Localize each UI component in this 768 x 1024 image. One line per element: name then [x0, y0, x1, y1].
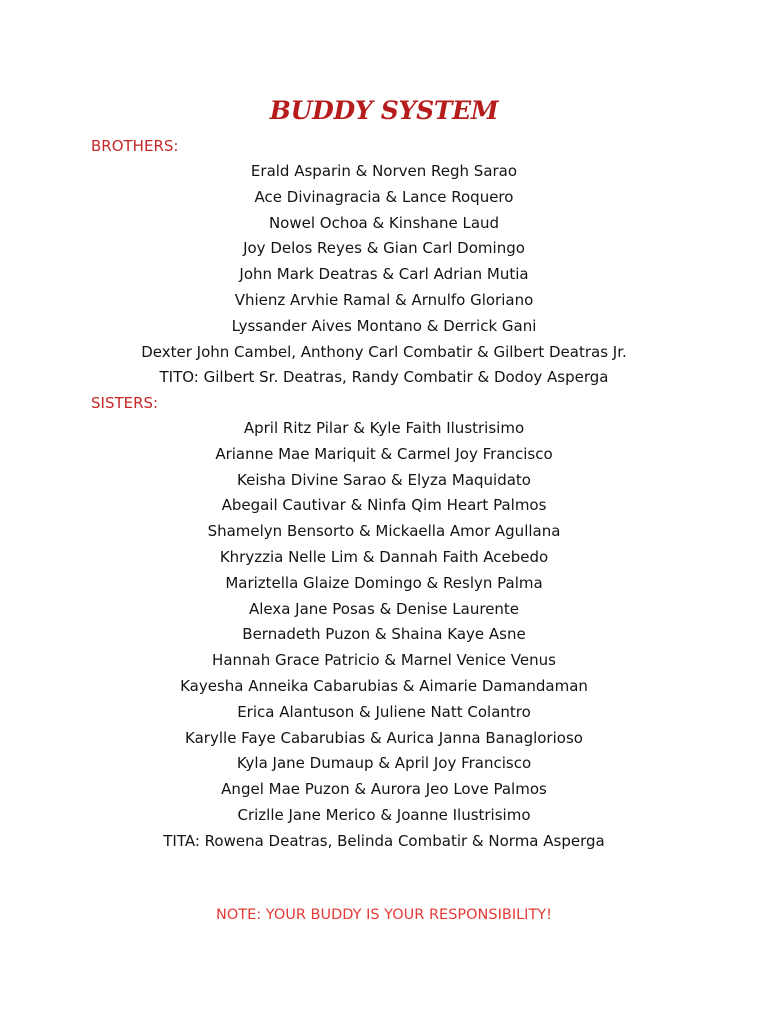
sisters-list	[0, 416, 768, 855]
tita-line: TITA: Rowena Deatras, Belinda Combatir & Norma Asperga	[163, 831, 605, 850]
brothers-pair: Joy Delos Reyes & Gian Carl Domingo	[243, 239, 525, 258]
sisters-pair: Khryzzia Nelle Lim & Dannah Faith Acebedo	[219, 547, 549, 566]
sisters-pair: Kyla Jane Dumaup & April Joy Francisco	[236, 754, 532, 773]
sisters-label: SISTERS:	[91, 394, 159, 412]
brothers-pair: Ace Divinagracia & Lance Roquero	[254, 187, 514, 206]
document-title: BUDDY SYSTEM	[269, 96, 499, 125]
brothers-pair: Lyssander Aives Montano & Derrick Gani	[231, 316, 537, 335]
brothers-pair: John Mark Deatras & Carl Adrian Mutia	[239, 265, 529, 284]
brothers-pair: Erald Asparin & Norven Regh Sarao	[250, 162, 518, 180]
sisters-pair: Abegail Cautivar & Ninfa Qim Heart Palmos	[221, 496, 547, 515]
responsibility-note: NOTE: YOUR BUDDY IS YOUR RESPONSIBILITY!	[215, 907, 552, 923]
sisters-pair: Kayesha Anneika Cabarubias & Aimarie Damandaman	[180, 676, 588, 695]
sisters-pair: Mariztella Glaize Domingo & Reslyn Palma	[225, 573, 543, 592]
sisters-pair: April Ritz Pilar & Kyle Faith Ilustrisimo	[243, 419, 525, 437]
sisters-pair: Erica Alantuson & Juliene Natt Colantro	[237, 702, 531, 721]
brothers-label: BROTHERS:	[91, 137, 179, 155]
brothers-list	[0, 159, 768, 391]
sisters-pair: Angel Mae Puzon & Aurora Jeo Love Palmos	[221, 780, 547, 799]
brothers-pair: Vhienz Arvhie Ramal & Arnulfo Gloriano	[234, 290, 534, 309]
tito-line: TITO: Gilbert Sr. Deatras, Randy Combatir & Dodoy Asperga	[159, 368, 609, 387]
sisters-pair: Arianne Mae Mariquit & Carmel Joy Francisco	[215, 444, 553, 463]
sisters-pair: Keisha Divine Sarao & Elyza Maquidato	[237, 470, 531, 489]
brothers-pair: Dexter John Cambel, Anthony Carl Combatir & Gilbert Deatras Jr.	[141, 342, 627, 361]
sisters-pair: Alexa Jane Posas & Denise Laurente	[248, 599, 520, 618]
sisters-pair: Crizlle Jane Merico & Joanne Ilustrisimo	[237, 805, 531, 824]
sisters-pair: Karylle Faye Cabarubias & Aurica Janna Banaglorioso	[185, 728, 583, 747]
sisters-pair: Bernadeth Puzon & Shaina Kaye Asne	[242, 625, 526, 644]
sisters-pair: Hannah Grace Patricio & Marnel Venice Venus	[212, 651, 556, 670]
brothers-pair: Nowel Ochoa & Kinshane Laud	[268, 213, 500, 232]
sisters-pair: Shamelyn Bensorto & Mickaella Amor Agullana	[207, 522, 561, 541]
